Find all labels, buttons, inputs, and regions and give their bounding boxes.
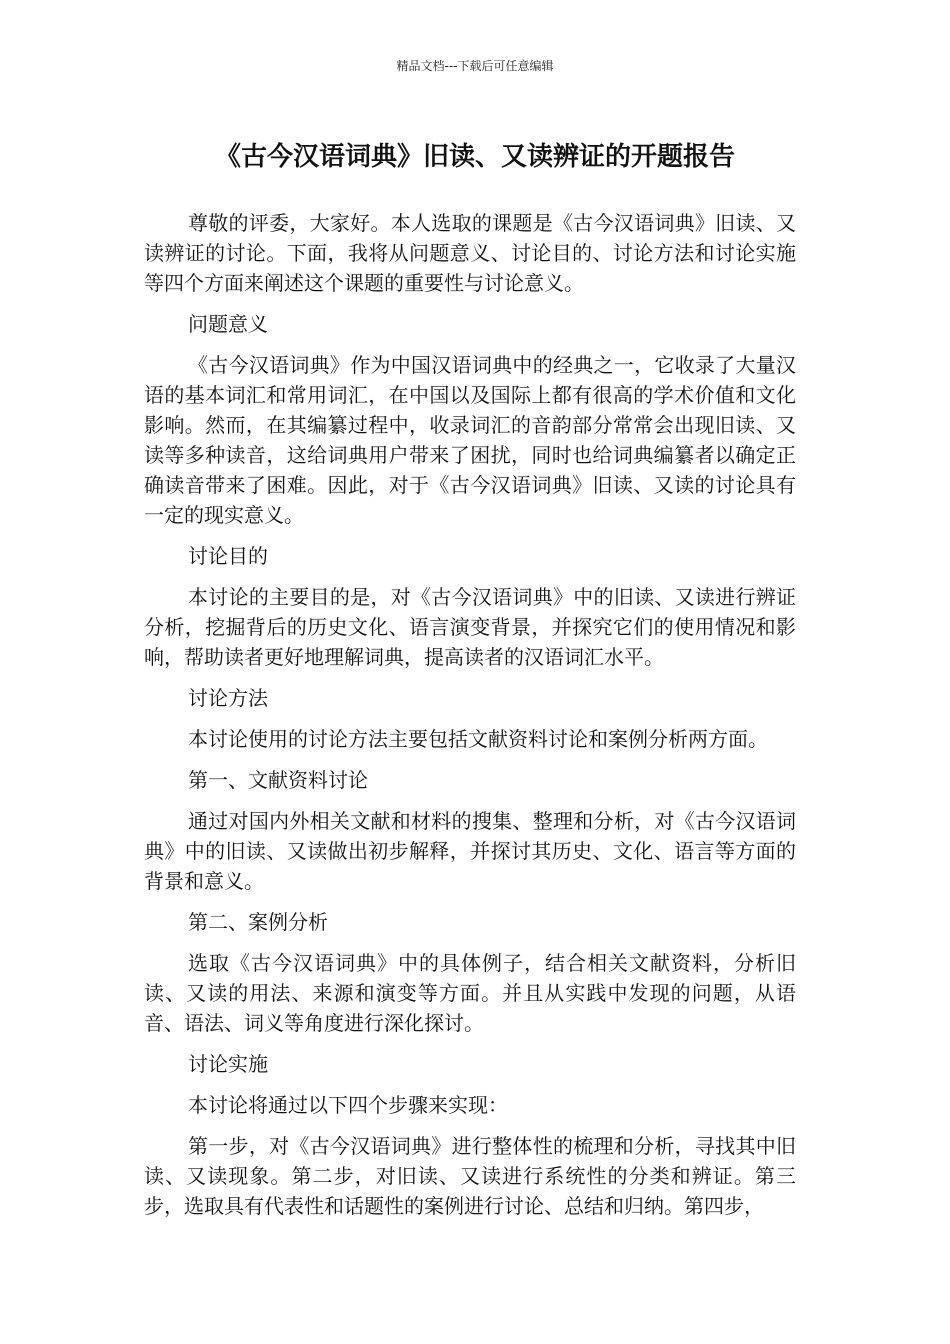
implementation-intro: 本讨论将通过以下四个步骤来实现： [188,1093,508,1117]
purpose-paragraph: 本讨论的主要目的是，对《古今汉语词典》中的旧读、又读进行辨证分析，挖掘背后的历史文化、语言演变背景，并探究它们的使用情况和影响，帮助读者更好地理解词典，提高读者的汉语词汇水平。 [144,585,796,669]
method-two-paragraph: 选取《古今汉语词典》中的具体例子，结合相关文献资料，分析旧读、又读的用法、来源和演变等方面。并且从实践中发现的问题，从语音、语法、词义等角度进行深化探讨。 [144,951,796,1035]
intro-paragraph: 尊敬的评委，大家好。本人选取的课题是《古今汉语词典》旧读、又读辨证的讨论。下面，我将从问题意义、讨论目的、讨论方法和讨论实施等四个方面来阐述这个课题的重要性与讨论意义。 [144,211,796,295]
method-one-heading: 第一、文献资料讨论 [188,768,368,792]
purpose-heading: 讨论目的 [188,544,268,568]
document-title: 《古今汉语词典》旧读、又读辨证的开题报告 [214,142,735,172]
method-two-heading: 第二、案例分析 [188,910,328,934]
document-body [144,208,796,1232]
method-one-paragraph: 通过对国内外相关文献和材料的搜集、整理和分析，对《古今汉语词典》中的旧读、又读做出初步解释，并探讨其历史、文化、语言等方面的背景和意义。 [144,809,796,893]
method-heading: 讨论方法 [188,686,268,710]
implementation-heading: 讨论实施 [188,1052,268,1076]
page-header-watermark: 精品文档---下载后可任意编辑 [396,59,554,73]
significance-paragraph: 《古今汉语词典》作为中国汉语词典中的经典之一，它收录了大量汉语的基本词汇和常用词汇，在中国以及国际上都有很高的学术价值和文化影响。然而，在其编纂过程中，收录词汇的音韵部分常常会出现旧读、又读等多种读音，这给词典用户带来了困扰，同时也给词典编纂者以确定正确读音带来了困难。因此，对于《古今汉语词典》旧读、又读的讨论具有一定的现实意义。 [144,353,796,527]
implementation-steps: 第一步，对《古今汉语词典》进行整体性的梳理和分析，寻找其中旧读、又读现象。第二步，对旧读、又读进行系统性的分类和辨证。第三步，选取具有代表性和话题性的案例进行讨论、总结和归纳。第四步， [144,1134,796,1218]
significance-heading: 问题意义 [188,312,268,336]
method-paragraph: 本讨论使用的讨论方法主要包括文献资料讨论和案例分析两方面。 [188,727,768,751]
